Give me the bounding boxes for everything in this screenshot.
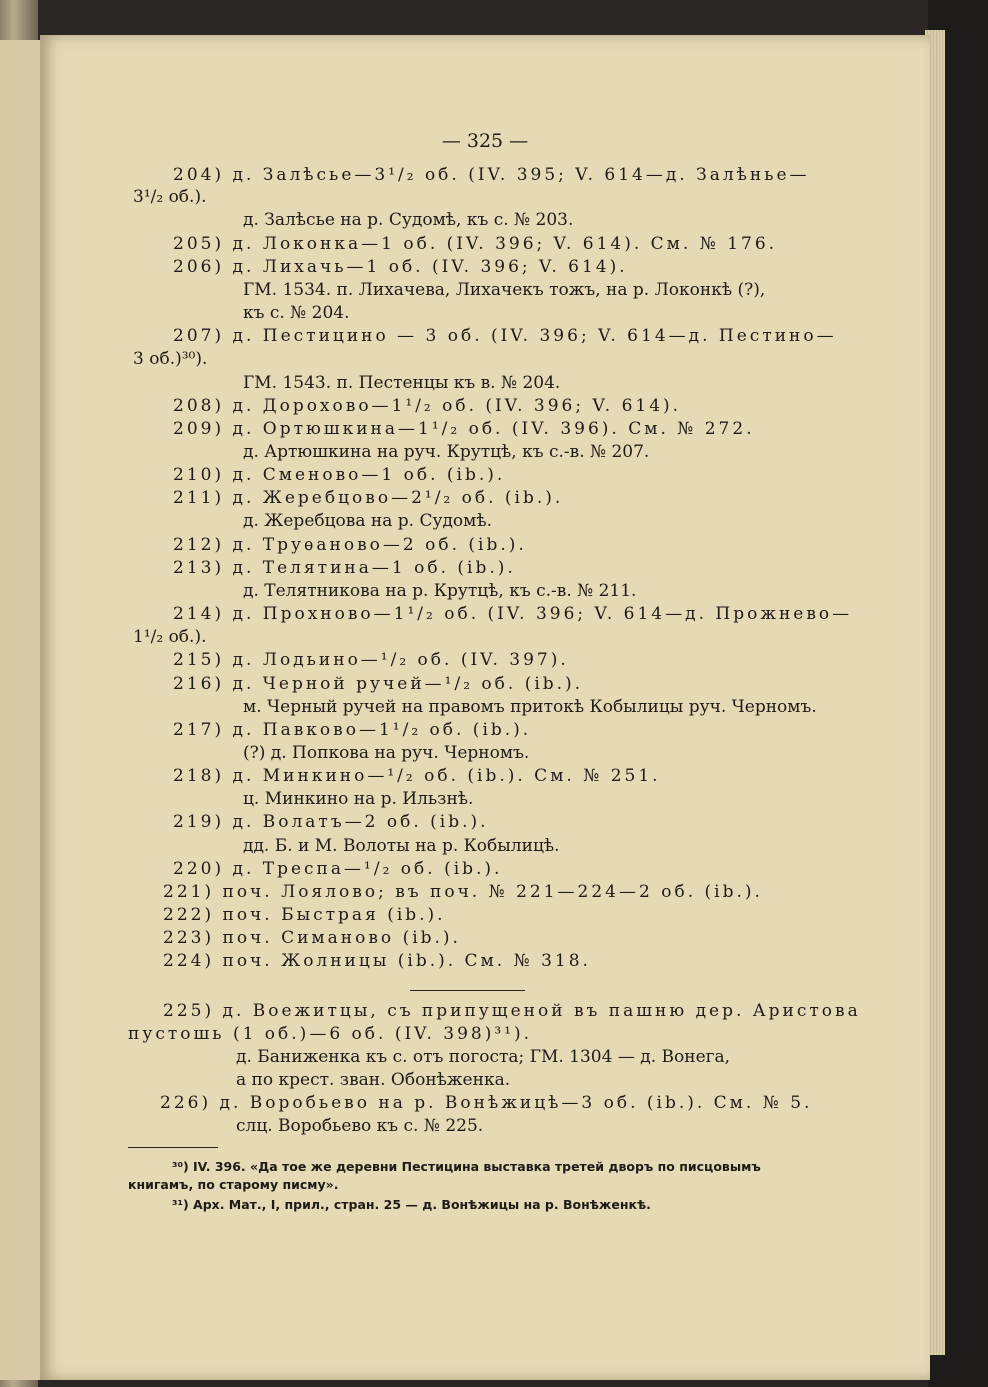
text-line: (?) д. Попкова на руч. Черномъ. [243,743,530,763]
text-line: пустошь (1 об.)—6 об. (IV. 398)³¹). [128,1024,533,1044]
text-line: ц. Минкино на р. Ильзнѣ. [243,789,474,809]
text-line: дд. Б. и М. Волоты на р. Кобылицѣ. [243,836,560,856]
text-line: д. Артюшкина на руч. Крутцѣ, къ с.-в. № 207. [243,442,650,462]
section-divider [410,990,525,991]
text-line: 214) д. Прохново—1¹/₂ об. (IV. 396; V. 614—д. Прожнево— [173,604,853,624]
text-line: 223) поч. Симаново (ib.). [163,928,461,948]
text-line: 205) д. Локонка—1 об. (IV. 396; V. 614). См. № 176. [173,234,778,254]
text-line: д. Баниженка къ с. отъ погоста; ГМ. 1304 — д. Вонега, [236,1047,731,1067]
text-line: 219) д. Волатъ—2 об. (ib.). [173,812,489,832]
text-line: 213) д. Телятина—1 об. (ib.). [173,558,516,578]
text-line: ГМ. 1543. п. Пестенцы къ в. № 204. [243,373,561,393]
footnote-line: ³⁰) IV. 396. «Да тое же деревни Пестицина выставка третей дворъ по писцовымъ [172,1159,761,1174]
page-number: — 325 — [441,130,529,152]
text-line: 225) д. Воежитцы, съ припущеной въ пашню дер. Аристова [163,1001,861,1021]
footnote-line: ³¹) Арх. Мат., I, прил., стран. 25 — д. Вонѣжицы на р. Вонѣженкѣ. [172,1197,651,1212]
text-line: 221) поч. Лоялово; въ поч. № 221—224—2 об. (ib.). [163,882,763,902]
book-page [40,35,930,1380]
text-line: 217) д. Павково—1¹/₂ об. (ib.). [173,720,532,740]
footnote-rule [128,1147,218,1148]
text-line: 3 об.)³⁰). [133,349,208,369]
text-line: 206) д. Лихачь—1 об. (IV. 396; V. 614). [173,257,628,277]
left-page-edge [0,40,40,1380]
text-line: 220) д. Треспа—¹/₂ об. (ib.). [173,859,503,879]
text-line: 208) д. Дорохово—1¹/₂ об. (IV. 396; V. 614). [173,396,682,416]
text-line: 216) д. Черной ручей—¹/₂ об. (ib.). [173,674,584,694]
text-line: д. Залѣсье на р. Судомѣ, къ с. № 203. [243,210,574,230]
text-line: 226) д. Воробьево на р. Вонѣжицѣ—3 об. (ib.). См. № 5. [160,1093,813,1113]
text-line: м. Черный ручей на правомъ притокѣ Кобылицы руч. Черномъ. [243,697,817,717]
text-line: д. Жеребцова на р. Судомѣ. [243,511,493,531]
text-line: слц. Воробьево къ с. № 225. [236,1116,484,1136]
text-line: 224) поч. Жолницы (ib.). См. № 318. [163,951,591,971]
footnote-line: книгамъ, по старому писму». [128,1177,339,1192]
text-line: а по крест. зван. Обонѣженка. [236,1070,511,1090]
text-line: къ с. № 204. [243,303,350,323]
text-line: 204) д. Залѣсье—3¹/₂ об. (IV. 395; V. 614—д. Залѣнье— [173,165,810,185]
text-line: 210) д. Сменово—1 об. (ib.). [173,465,506,485]
text-line: 212) д. Труѳаново—2 об. (ib.). [173,535,527,555]
text-line: 209) д. Ортюшкина—1¹/₂ об. (IV. 396). См. № 272. [173,419,755,439]
text-line: 1¹/₂ об.). [133,627,207,647]
text-line: 207) д. Пестицино — 3 об. (IV. 396; V. 614—д. Пестино— [173,326,837,346]
text-line: 218) д. Минкино—¹/₂ об. (ib.). См. № 251. [173,766,661,786]
text-line: д. Телятникова на р. Крутцѣ, къ с.-в. № 211. [243,581,637,601]
text-line: ГМ. 1534. п. Лихачева, Лихачекъ тожъ, на р. Локонкѣ (?), [243,280,766,300]
text-line: 215) д. Лодьино—¹/₂ об. (IV. 397). [173,650,569,670]
text-line: 3¹/₂ об.). [133,187,207,207]
text-line: 222) поч. Быстрая (ib.). [163,905,446,925]
text-line: 211) д. Жеребцово—2¹/₂ об. (ib.). [173,488,564,508]
